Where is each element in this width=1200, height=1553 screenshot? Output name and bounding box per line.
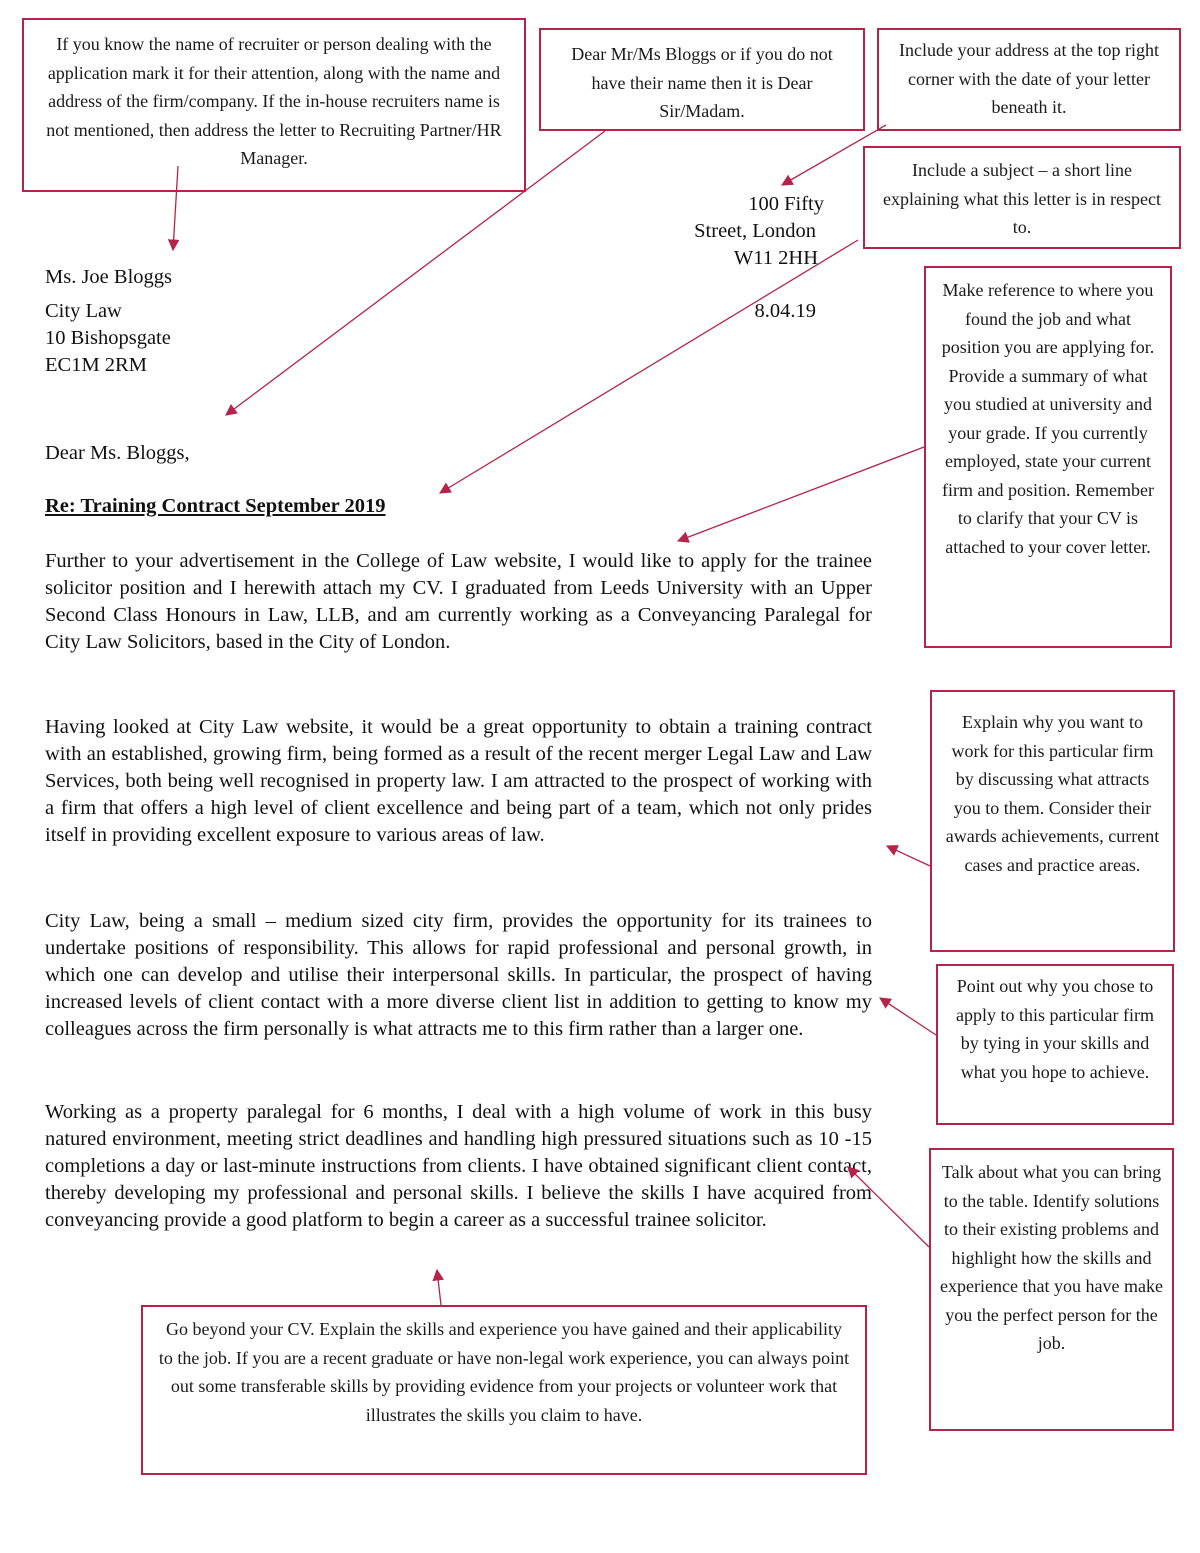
annotation-subject: Include a subject – a short line explaining what this letter is in respect to. (863, 146, 1181, 249)
annotation-beyond-cv: Go beyond your CV. Explain the skills and experience you have gained and their applicability to the job. If you are a recent graduate or have non-legal work experience, you can always point out some transferable skills by providing evidence from your projects or volunteer work that illustrates the skills you claim to have. (141, 1305, 867, 1475)
annotation-point-out: Point out why you chose to apply to this particular firm by tying in your skills and what you hope to achieve. (936, 964, 1174, 1125)
annotation-address: Include your address at the top right corner with the date of your letter beneath it. (877, 28, 1181, 131)
salutation: Dear Ms. Bloggs, (45, 442, 190, 464)
annotation-salutation: Dear Mr/Ms Bloggs or if you do not have their name then it is Dear Sir/Madam. (539, 28, 865, 131)
annotation-reference: Make reference to where you found the job and what position you are applying for. Provide a summary of what you studied at university and your grade. If you currently employed, state your current firm and position. Remember to clarify that your CV is attached to your cover letter. (924, 266, 1172, 648)
body-paragraph-1: Further to your advertisement in the College of Law website, I would like to apply for the trainee solicitor position and I herewith attach my CV. I graduated from Leeds University with an Upper Second Class Honours in Law, LLB, and am currently working as a Conveyancing Paralegal for City Law Solicitors, based in the City of London. (45, 550, 872, 653)
arrow-why-firm (887, 846, 930, 866)
recipient-line: EC1M 2RM (45, 354, 147, 376)
letter-date: 8.04.19 (754, 300, 816, 322)
annotation-recruiter: If you know the name of recruiter or person dealing with the application mark it for their attention, along with the name and address of the firm/company. If the in-house recruiters name is not mentioned, then address the letter to Recruiting Partner/HR Manager. (22, 18, 526, 192)
recipient-name: Ms. Joe Bloggs (45, 266, 173, 288)
sender-address-line: 100 Fifty (748, 193, 824, 215)
arrow-beyond-cv (437, 1270, 441, 1305)
arrow-point-out (880, 998, 936, 1035)
sender-address-line: W11 2HH (733, 247, 818, 269)
annotation-why-firm: Explain why you want to work for this particular firm by discussing what attracts you to them. Consider their awards achievements, current cases and practice areas. (930, 690, 1175, 952)
letter-subject: Re: Training Contract September 2019 (45, 495, 386, 517)
sender-address-line: Street, London (694, 220, 816, 242)
body-paragraph-4: Working as a property paralegal for 6 months, I deal with a high volume of work in this busy natured environment, meeting strict deadlines and handling high pressured situations such as 10 -15 completions a day or last-minute instructions from clients. I have obtained significant client contact, thereby developing my professional and personal skills. I believe the skills I have acquired from conveyancing provide a good platform to begin a career as a successful trainee solicitor. (45, 1101, 872, 1231)
body-paragraph-2: Having looked at City Law website, it would be a great opportunity to obtain a training contract with an established, growing firm, being formed as a result of the recent merger Legal Law and Law Services, both being well recognised in property law. I am attracted to the prospect of working with a firm that offers a high level of client excellence and being part of a team, which not only prides itself in providing excellent exposure to various areas of law. (45, 716, 872, 846)
body-paragraph-3: City Law, being a small – medium sized city firm, provides the opportunity for its trainees to undertake positions of responsibility. This allows for rapid professional and personal growth, in which one can develop and utilise their interpersonal skills. In particular, the prospect of having increased levels of client contact with a more diverse client list in addition to getting to know my colleagues across the firm personally is what attracts me to this firm rather than a larger one. (45, 910, 872, 1040)
annotation-bring: Talk about what you can bring to the table. Identify solutions to their existing problems and highlight how the skills and experience that you have make you the perfect person for the job. (929, 1148, 1174, 1431)
arrow-reference (678, 447, 924, 541)
recipient-line: 10 Bishopsgate (45, 327, 171, 349)
recipient-line: City Law (45, 300, 122, 322)
arrow-subject (440, 240, 858, 493)
